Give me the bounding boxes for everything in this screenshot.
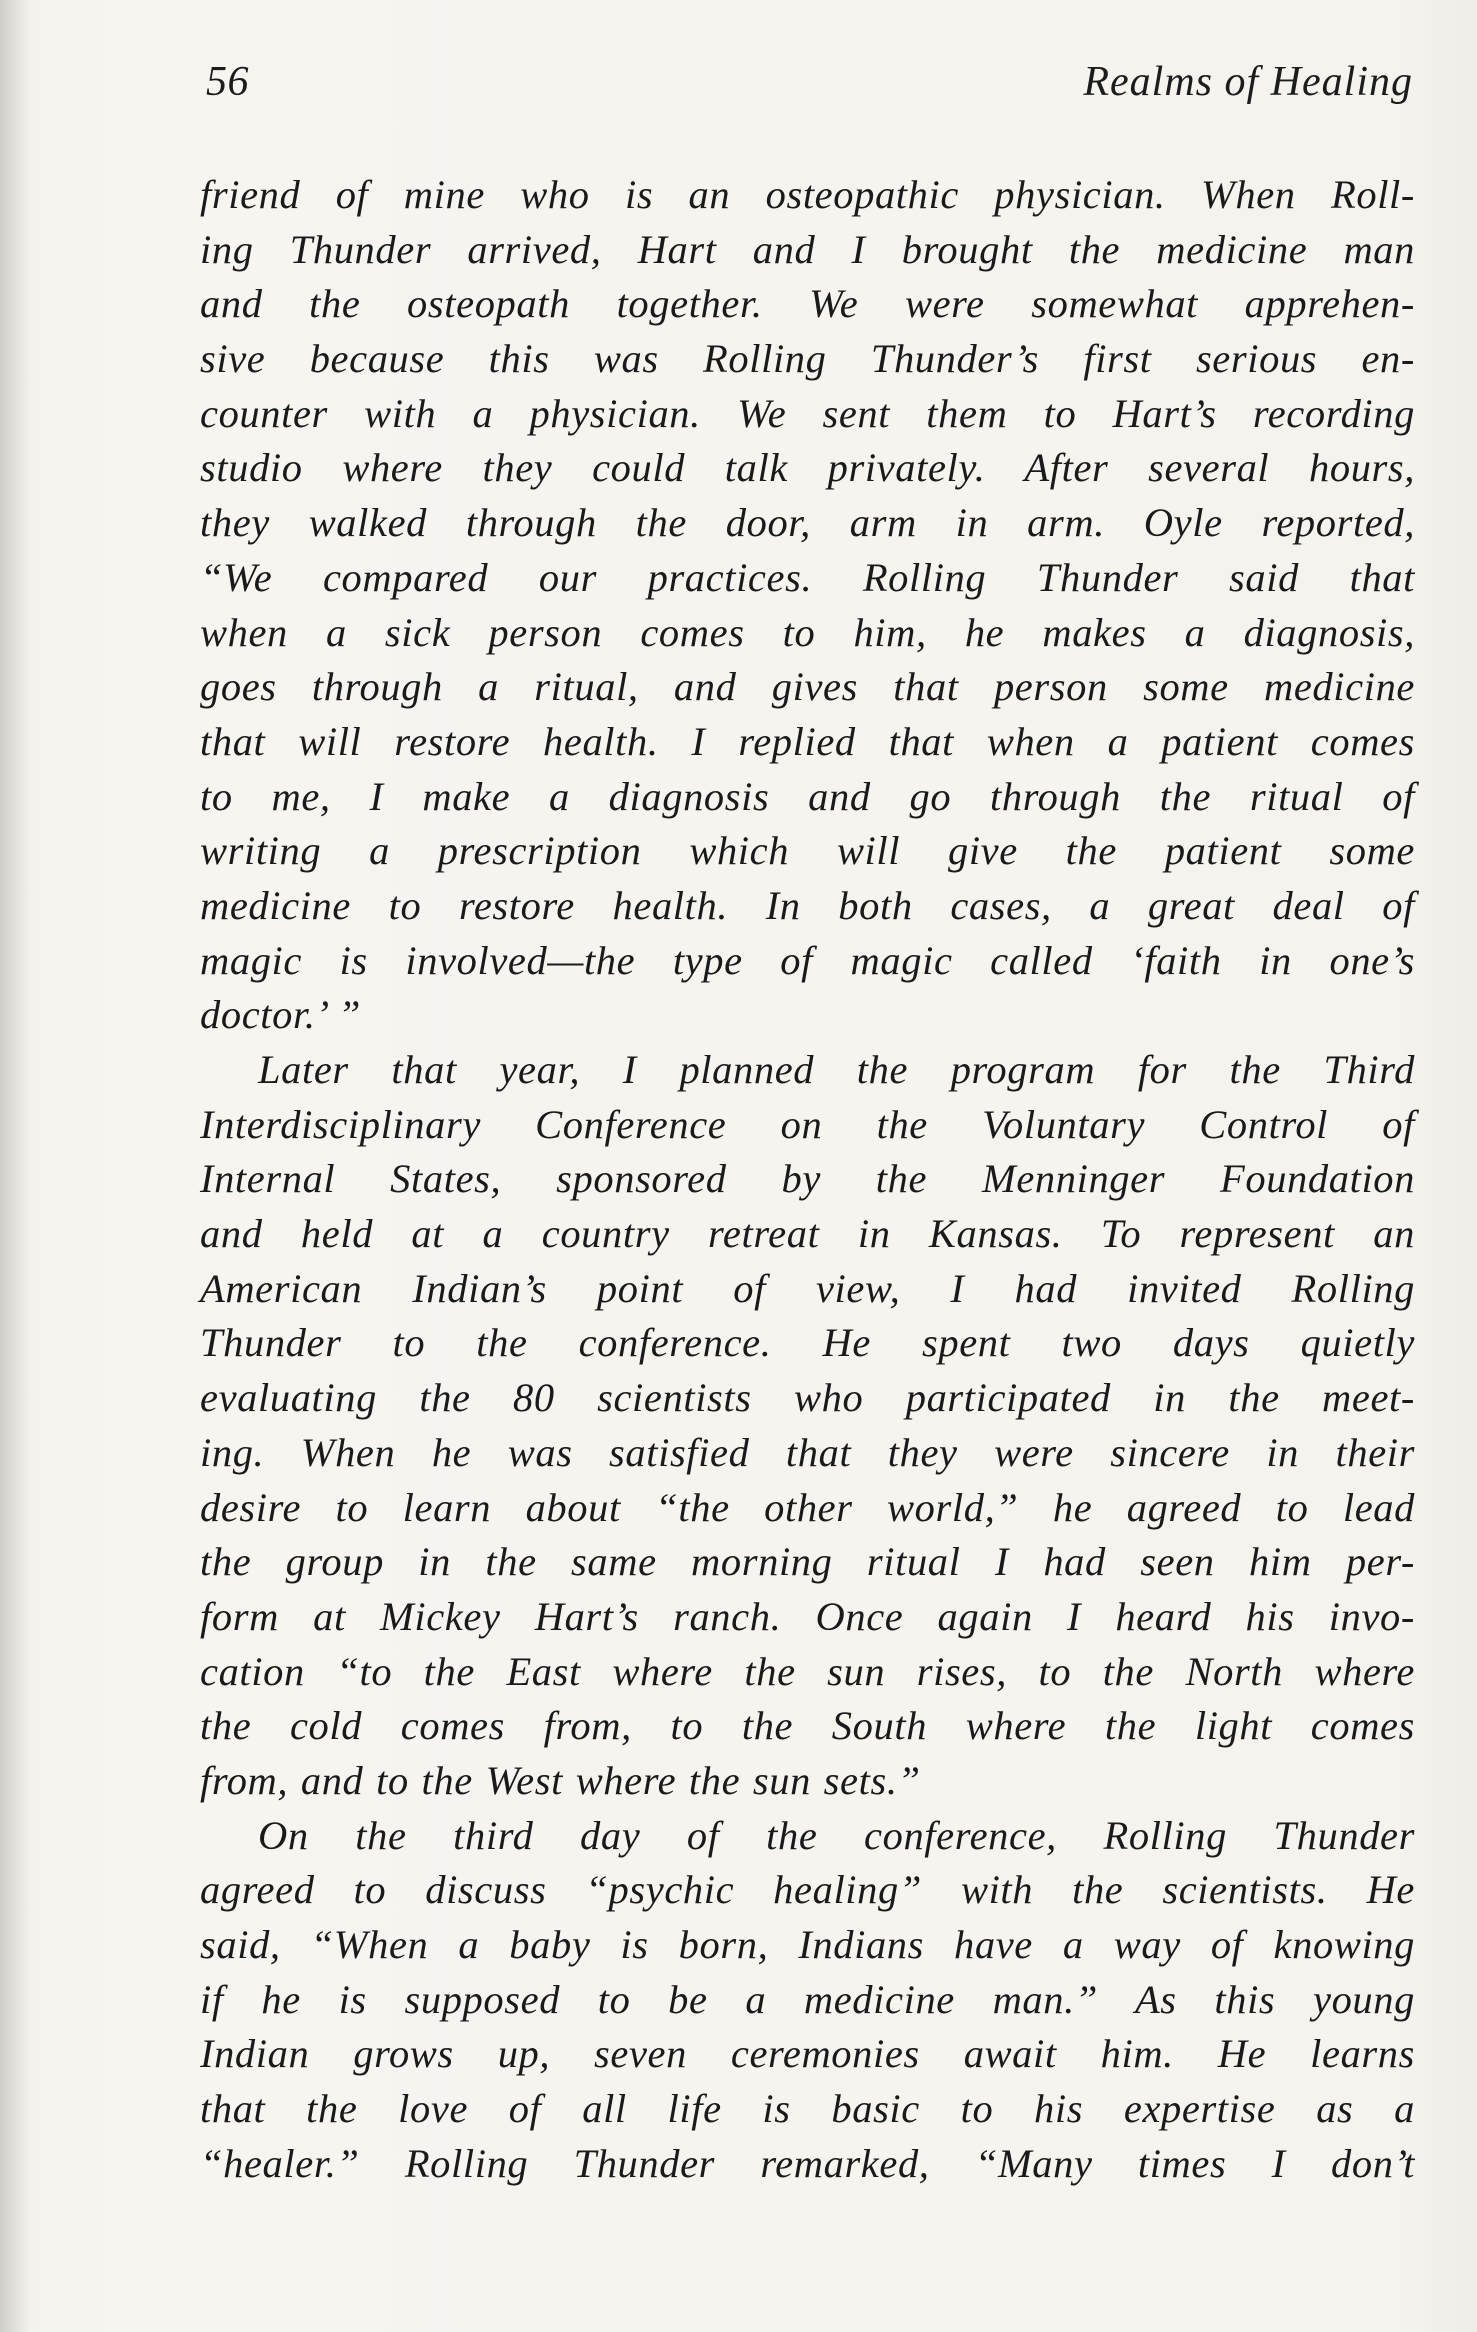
page-header <box>206 58 1413 118</box>
text-line: Internal States, sponsored by the Menninger Foundation <box>200 1156 1415 1202</box>
text-line: form at Mickey Hart’s ranch. Once again I heard his invo- <box>200 1593 1415 1639</box>
text-line: Indian grows up, seven ceremonies await him. He learns <box>200 2031 1415 2077</box>
text-line: goes through a ritual, and gives that person some medicine <box>200 664 1415 710</box>
body-text <box>200 168 1415 2191</box>
text-line: Later that year, I planned the program for the Third <box>258 1047 1415 1092</box>
running-title: Realms of Healing <box>1083 59 1413 105</box>
text-line: Thunder to the conference. He spent two days quietly <box>200 1320 1415 1366</box>
text-line: to me, I make a diagnosis and go through the ritual of <box>200 773 1415 819</box>
text-line: magic is involved—the type of magic called ‘faith in one’s <box>200 937 1415 983</box>
text-line: On the third day of the conference, Rolling Thunder <box>258 1812 1415 1858</box>
text-line: they walked through the door, arm in arm. Oyle reported, <box>200 500 1415 546</box>
text-line: cation “to the East where the sun rises, to the North where <box>200 1648 1415 1694</box>
text-line: Interdisciplinary Conference on the Voluntary Control of <box>200 1101 1415 1147</box>
text-line: agreed to discuss “psychic healing” with the scientists. He <box>200 1867 1415 1913</box>
text-line: American Indian’s point of view, I had invited Rolling <box>200 1265 1415 1311</box>
text-line: that will restore health. I replied that when a patient comes <box>200 718 1415 764</box>
text-line: medicine to restore health. In both cases, a great deal of <box>200 882 1415 928</box>
text-line: ing. When he was satisfied that they were sincere in their <box>200 1429 1415 1475</box>
text-line: friend of mine who is an osteopathic physician. When Roll- <box>200 172 1415 217</box>
page-number: 56 <box>206 59 249 105</box>
text-line: sive because this was Rolling Thunder’s first serious en- <box>200 336 1415 382</box>
spine-shadow <box>0 0 30 2332</box>
text-line: writing a prescription which will give the patient some <box>200 828 1415 874</box>
text-line: “We compared our practices. Rolling Thunder said that <box>200 554 1415 600</box>
text-line: ing Thunder arrived, Hart and I brought the medicine man <box>200 226 1415 272</box>
text-line: evaluating the 80 scientists who participated in the meet- <box>200 1375 1415 1421</box>
text-line: desire to learn about “the other world,” he agreed to lead <box>200 1484 1415 1530</box>
text-line: the cold comes from, to the South where the light comes <box>200 1703 1415 1749</box>
text-line: “healer.” Rolling Thunder remarked, “Many times I don’t <box>200 2140 1415 2186</box>
text-line: doctor.’ ” <box>200 992 362 1038</box>
text-line: and the osteopath together. We were somewhat apprehen- <box>200 281 1415 327</box>
text-line: counter with a physician. We sent them to Hart’s recording <box>200 390 1415 436</box>
text-line: said, “When a baby is born, Indians have a way of knowing <box>200 1922 1415 1967</box>
text-line: the group in the same morning ritual I had seen him per- <box>200 1539 1415 1585</box>
text-line: and held at a country retreat in Kansas. To represent an <box>200 1211 1415 1257</box>
text-line: when a sick person comes to him, he makes a diagnosis, <box>200 609 1415 655</box>
text-line: that the love of all life is basic to his expertise as a <box>200 2086 1415 2132</box>
text-line: from, and to the West where the sun sets.” <box>200 1757 921 1803</box>
text-line: if he is supposed to be a medicine man.” As this young <box>200 1976 1415 2022</box>
text-line: studio where they could talk privately. After several hours, <box>200 445 1415 491</box>
